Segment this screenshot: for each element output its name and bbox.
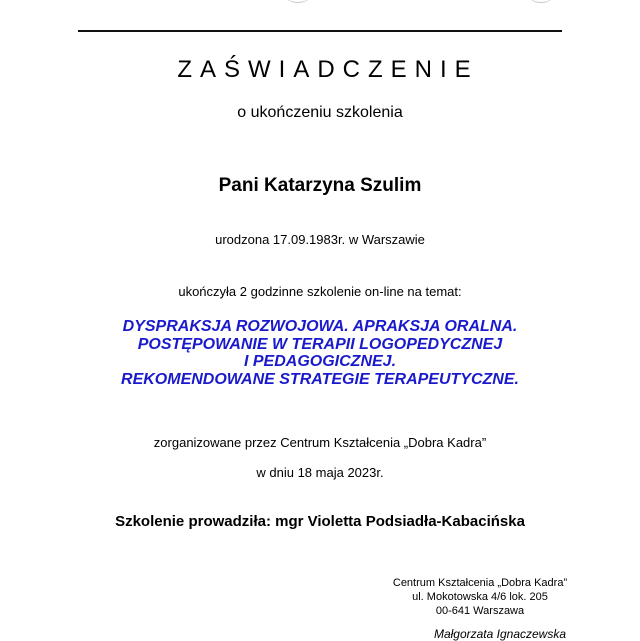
- logo-fragment: [285, 0, 311, 3]
- certificate-title: ZAŚWIADCZENIE: [177, 56, 479, 83]
- logo-fragment: [528, 0, 554, 3]
- address-line: ul. Mokotowska 4/6 lok. 205: [412, 591, 548, 603]
- training-topic: [0, 318, 640, 388]
- recipient-name: Pani Katarzyna Szulim: [218, 175, 422, 196]
- training-date: w dniu 18 maja 2023r.: [256, 465, 384, 480]
- certificate-subtitle: o ukończeniu szkolenia: [237, 104, 403, 121]
- organizer-address: [380, 576, 580, 618]
- topic-line: REKOMENDOWANE STRATEGIE TERAPEUTYCZNE.: [121, 370, 519, 388]
- trainer-info: Szkolenie prowadziła: mgr Violetta Podsiadła-Kabacińska: [115, 513, 525, 530]
- organizer-text: zorganizowane przez Centrum Kształcenia „Dobra Kadra”: [153, 435, 487, 450]
- address-line: 00-641 Warszawa: [435, 605, 525, 617]
- signatory-name: Małgorzata Ignaczewska: [433, 627, 567, 641]
- address-line: Centrum Kształcenia „Dobra Kadra”: [392, 577, 568, 589]
- topic-line: DYSPRAKSJA ROZWOJOWA. APRAKSJA ORALNA.: [122, 318, 518, 335]
- header-divider: [78, 30, 562, 32]
- topic-line: POSTĘPOWANIE W TERAPII LOGOPEDYCZNEJ: [137, 335, 503, 353]
- topic-line: I PEDAGOGICZNEJ.: [243, 353, 397, 370]
- birth-info: urodzona 17.09.1983r. w Warszawie: [215, 232, 425, 247]
- completion-text: ukończyła 2 godzinne szkolenie on-line na temat:: [178, 284, 462, 299]
